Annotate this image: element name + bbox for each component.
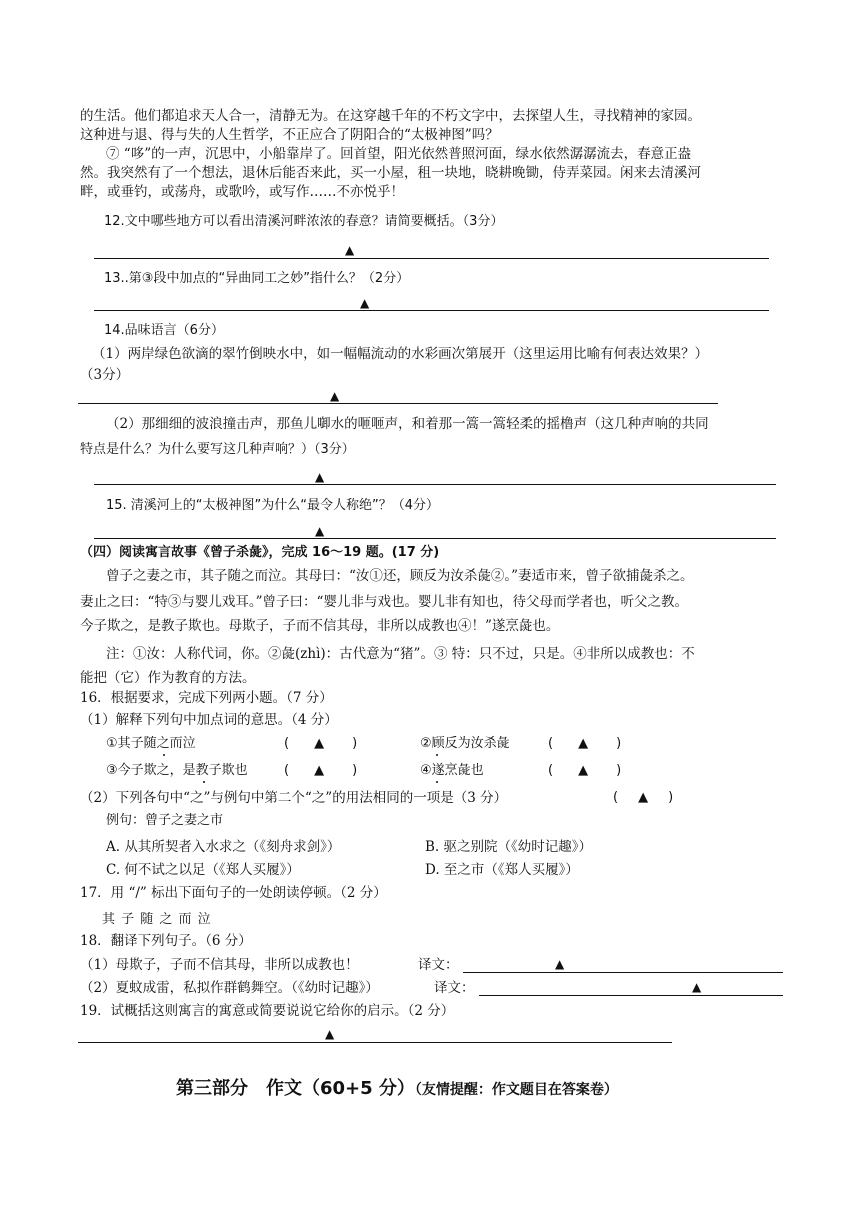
question-14-part-1: （1）两岸绿色欲滴的翠竹倒映水中，如一幅幅流动的水彩画次第展开（这里运用比喻有何表达效果？） [92,346,709,362]
translation-label: 译文： [434,980,475,996]
translate-sentence-2: （2）夏蚊成雷，私拟作群鹤舞空。（《幼时记趣》） [80,980,379,996]
option-c: C. 何不试之以足（《郑人买履》） [106,862,300,878]
explain-item-3: ③今子欺之，是教子欺也 [106,763,248,778]
answer-triangle-mark: ▲ [330,389,340,403]
answer-triangle-mark: ▲ [578,736,589,751]
answer-triangle-mark: ▲ [555,957,565,971]
pause-sentence: 其 子 随 之 而 泣 [102,912,212,927]
question-16-part-1: （1）解释下列句中加点词的意思。（4 分） [80,712,338,728]
emphasis-dot [163,754,165,756]
section-4-title: （四）阅读寓言故事《曾子杀彘》，完成 16～19 题。(17 分) [80,545,440,560]
passage-line: ⑦ “哆”的一声，沉思中，小船靠岸了。回首望，阳光依然普照河面，绿水依然潺潺流去，春意正盎 [106,146,692,162]
example-sentence: 例句：曾子之妻之市 [106,813,224,828]
fable-note: 注：①汝：人称代词，你。②彘(zhì)：古代意为“猪”。③ 特：只不过，只是。④非所以成教也：不 [106,646,695,662]
emphasis-dot [436,781,438,783]
explain-item-1: ①其子随之而泣 [106,736,196,751]
translation-label: 译文： [418,957,459,973]
option-b: B. 驱之别院（《幼时记趣》） [425,839,593,855]
emphasis-dot [436,754,438,756]
answer-triangle-mark: ▲ [314,736,325,751]
question-16: 16．根据要求，完成下列两小题。（7 分） [80,690,333,706]
answer-triangle-mark: ▲ [578,763,589,778]
fable-paragraph: 妻止之曰：“特③与婴儿戏耳。”曾子曰：“婴儿非与戏也。婴儿非有知也，待父母而学者也，听父之教。 [80,594,688,610]
fable-paragraph: 曾子之妻之市，其子随之而泣。其母曰：“汝①还，顾反为汝杀彘②。”妻适市来，曾子欲捕彘杀之。 [106,568,694,584]
translation-line[interactable] [463,972,783,973]
question-14-part-2-cont: 特点是什么？为什么要写这几种声响？）（3分） [80,442,355,457]
answer-triangle-mark: ▲ [315,524,325,538]
answer-line[interactable] [94,484,776,485]
question-15: 15. 清溪河上的“太极神图”为什么“最令人称绝”？（4分） [106,498,440,513]
question-19: 19．试概括这则寓言的寓意或简要说说它给你的启示。（2 分） [80,1003,455,1019]
answer-triangle-mark: ▲ [692,980,702,994]
fable-note: 能把（它）作为教育的方法。 [80,670,256,686]
answer-triangle-mark: ▲ [314,763,325,778]
question-16-part-2: （2）下列各句中“之”与例句中第二个“之”的用法相同的一项是（3 分） [80,790,508,806]
answer-line[interactable] [78,403,718,404]
translation-line[interactable] [479,995,783,996]
answer-triangle-mark: ▲ [345,243,355,257]
question-14-part-1-score: （3分） [80,367,130,383]
part-3-heading [176,1074,618,1100]
answer-paren: ( ▲ ) [548,763,622,778]
emphasis-dot [203,781,205,783]
option-a: A. 从其所契者入水求之（《刻舟求剑》） [106,839,341,855]
answer-paren: ( ▲ ) [613,790,674,805]
passage-line: 畔，或垂钓，或荡舟，或歌吟，或写作……不亦悦乎！ [80,184,404,200]
answer-triangle-mark: ▲ [360,296,370,310]
question-12: 12.文中哪些地方可以看出清溪河畔浓浓的春意？请简要概括。（3分） [104,214,504,229]
question-14-part-2: （2）那细细的波浪撞击声，那鱼儿啣水的咂咂声，和着那一篙一篙轻柔的摇橹声（这几种声响的共同 [106,416,709,432]
question-17: 17．用 “/” 标出下面句子的一处朗读停顿。（2 分） [80,885,387,901]
translate-sentence-1: （1）母欺子，子而不信其母，非所以成教也！ [80,957,359,973]
question-13: 13..第③段中加点的“异曲同工之妙”指什么？（2分） [104,271,410,286]
answer-line[interactable] [94,538,776,539]
question-18: 18．翻译下列句子。（6 分） [80,933,252,949]
passage-line: 然。我突然有了一个想法，退休后能否来此，买一小屋，租一块地，晓耕晚锄，侍弄菜园。闲来去清溪河 [80,165,701,181]
answer-triangle-mark: ▲ [638,790,649,805]
question-14: 14.品味语言（6分） [104,323,224,338]
answer-paren: ( ▲ ) [548,736,622,751]
option-d: D. 至之市（《郑人买履》） [425,862,579,878]
answer-triangle-mark: ▲ [325,1027,335,1041]
answer-line[interactable] [78,1042,672,1043]
answer-paren: ( ▲ ) [284,763,358,778]
answer-triangle-mark: ▲ [315,470,325,484]
passage-line: 的生活。他们都追求天人合一，清静无为。在这穿越千年的不朽文字中，去探望人生，寻找精神的家园。 [80,108,701,124]
passage-line: 这种进与退、得与失的人生哲学，不正应合了阴阳合的“太极神图”吗？ [80,127,499,143]
answer-paren: ( ▲ ) [284,736,358,751]
explain-item-2: ②顾反为汝杀彘 [420,736,510,751]
fable-paragraph: 今子欺之，是教子欺也。母欺子，子而不信其母，非所以成教也④！”遂烹彘也。 [80,618,560,634]
explain-item-4: ④遂烹彘也 [420,763,484,778]
part-3-title: 第三部分 作文（60+5 分） [176,1078,415,1099]
answer-line[interactable] [94,258,769,259]
answer-line[interactable] [94,310,769,311]
part-3-note: （友情提醒：作文题目在答案卷） [414,1082,618,1098]
